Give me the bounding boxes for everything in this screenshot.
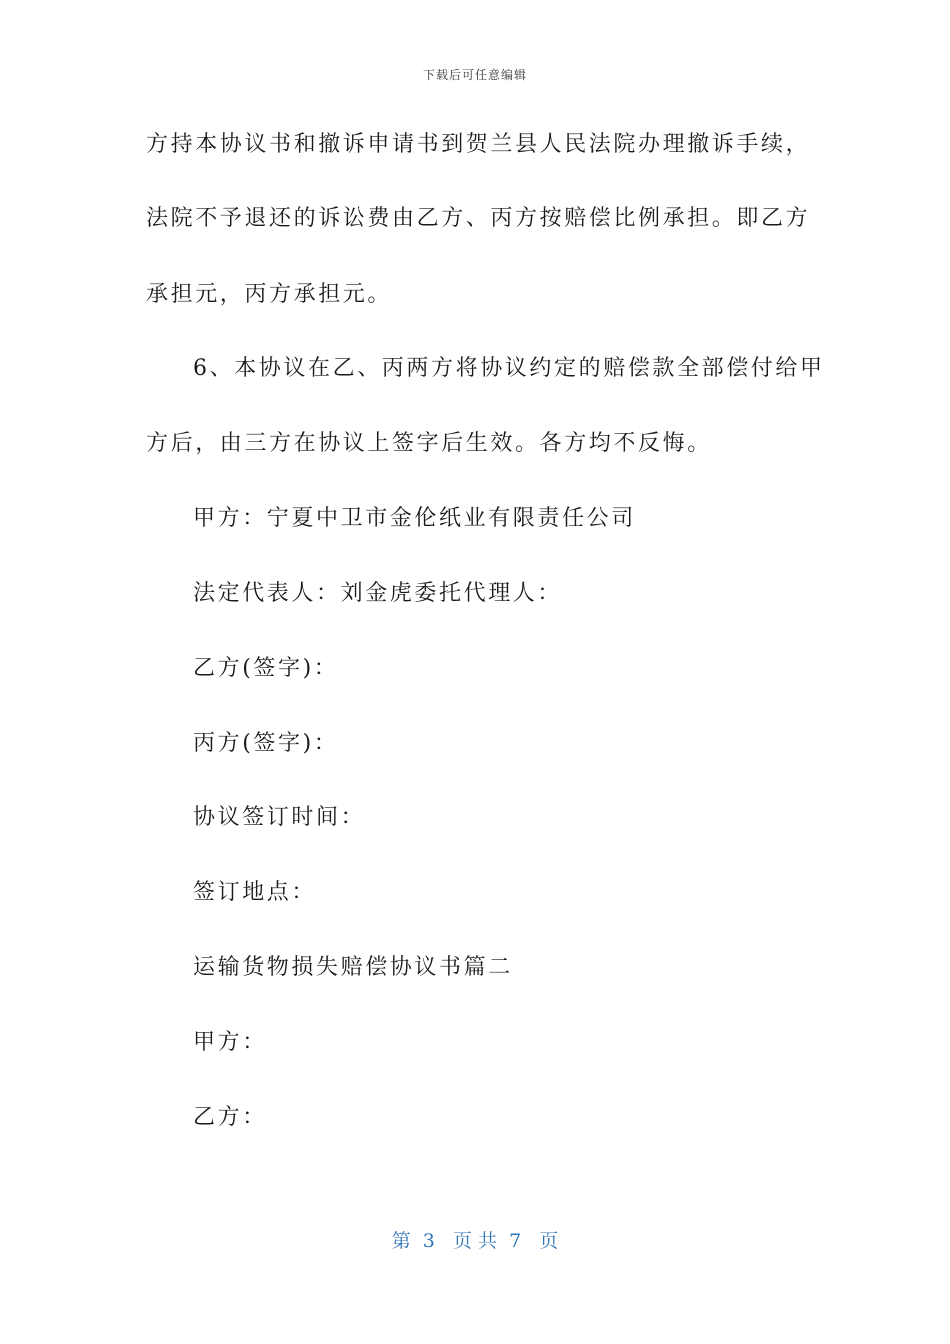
party-b-line: 乙方： [193, 1105, 267, 1130]
paragraph-line: 方后，由三方在协议上签字后生效。各方均不反悔。 [146, 431, 712, 456]
paragraph-line: 法院不予退还的诉讼费由乙方、丙方按赔偿比例承担。即乙方 [146, 206, 811, 231]
section-title: 运输货物损失赔偿协议书篇二 [193, 955, 513, 980]
signing-place-line: 签订地点： [193, 880, 317, 905]
signing-date-line: 协议签订时间： [193, 805, 366, 830]
page-number-footer: 第 3 页 共 7 页 [391, 1230, 559, 1252]
party-a-line: 甲方：宁夏中卫市金伦纸业有限责任公司 [193, 506, 636, 531]
party-b-signature-line: 乙方(签字)： [193, 656, 339, 681]
paragraph-line: 承担元，丙方承担元。 [146, 282, 393, 307]
party-c-signature-line: 丙方(签字)： [193, 731, 339, 756]
page-header: 下载后可任意编辑 [422, 68, 527, 82]
paragraph-line: 方持本协议书和撤诉申请书到贺兰县人民法院办理撤诉手续， [146, 132, 811, 157]
legal-representative-line: 法定代表人：刘金虎委托代理人： [193, 581, 563, 606]
party-a-line: 甲方： [193, 1030, 267, 1055]
paragraph-line: 6、本协议在乙、丙两方将协议约定的赔偿款全部偿付给甲 [193, 356, 825, 381]
